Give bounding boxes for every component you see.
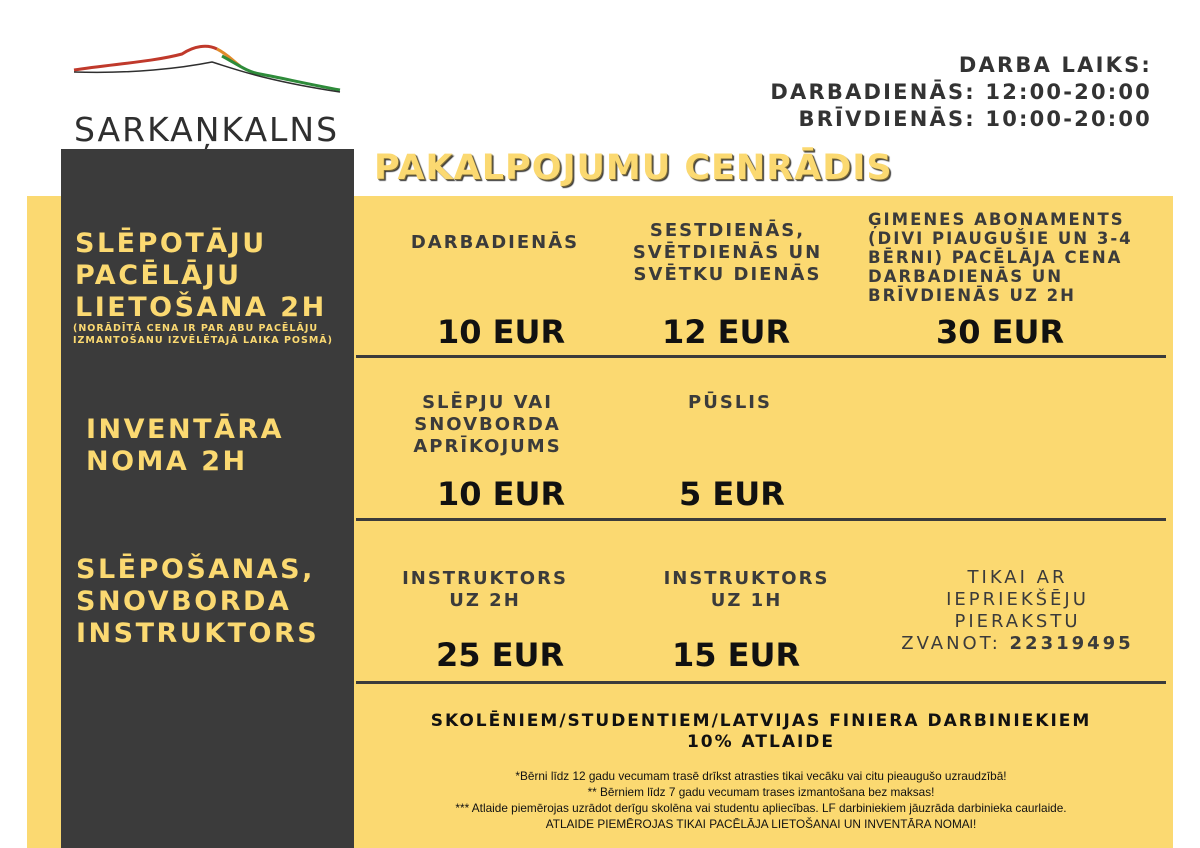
header-line: BĒRNI) PACĒLĀJA CENA [868,248,1123,267]
rental-tube-header: PŪSLIS [688,392,772,413]
instructor-1h-header [644,568,849,612]
rental-equipment-header [380,392,595,458]
instructor-section-label [76,554,319,650]
info-line: TIKAI AR [967,567,1068,588]
lift-section-label [75,228,327,324]
row-divider [356,518,1166,521]
lift-family-price: 30 EUR [936,313,1065,351]
instructor-2h-price: 25 EUR [436,636,565,674]
rental-label-line: NOMA 2H [86,446,248,477]
discount-note [356,711,1166,753]
rental-equipment-price: 10 EUR [437,475,566,513]
lift-weekday-header: DARBADIENĀS [410,232,580,253]
mountain-logo-icon [72,40,342,110]
header-line: INSTRUKTORS [663,568,830,589]
header-line: SLĒPJU VAI [422,392,553,413]
lift-family-header [868,210,1138,305]
rental-tube-price: 5 EUR [679,475,785,513]
phone-line [885,633,1150,655]
footnote: ATLAIDE PIEMĒROJAS TIKAI PACĒLĀJA LIETOŠANAI UN INVENTĀRA NOMAI! [545,817,977,831]
info-line: IEPRIEKŠĒJU [946,589,1089,610]
instructor-label-line: SNOVBORDA [76,586,292,617]
header-line: BRĪVDIENĀS UZ 2H [868,286,1076,305]
brand-name: SARKAŅKALNS [74,110,340,149]
header-line: SESTDIENĀS, [649,220,806,241]
header-line: INSTRUKTORS [402,568,568,589]
lift-weekday-price: 10 EUR [437,313,566,351]
hours-weekdays: DARBADIENĀS: 12:00-20:00 [770,80,1152,104]
info-line: PIERAKSTU [954,611,1081,632]
discount-line: 10% ATLAIDE [686,732,836,752]
hours-heading: DARBA LAIKS: [958,53,1152,77]
header-line: UZ 2H [449,590,521,611]
footnote: *** Atlaide piemērojas uzrādot derīgu skolēna vai studentu apliecības. LF darbiniekiem jāuzrāda darbinieka caurlaide. [455,801,1067,815]
lift-weekend-price: 12 EUR [662,313,791,351]
footnote: *Bērni līdz 12 gadu vecumam trasē drīkst atrasties tikai vecāku vai citu pieaugušo uzraudzībā! [515,769,1007,783]
header-line: DARBADIENĀS UN [868,267,1064,286]
header-line: UZ 1H [710,590,783,611]
rental-section-label [86,414,284,478]
lift-price-note: (NORĀDĪTĀ CENA IR PAR ABU PACĒLĀJU IZMANTOŠANU IZVĒLĒTAJĀ LAIKA POSMĀ) [73,323,333,346]
opening-hours [770,52,1152,133]
instructor-label-line: SLĒPOŠANAS, [76,554,315,585]
header-line: ĢIMENES ABONAMENTS [868,210,1125,229]
instructor-label-line: INSTRUKTORS [76,618,320,649]
header-line: SVĒTKU DIENĀS [633,264,822,285]
phone-number: 22319495 [1009,633,1134,654]
header-line: SVĒTDIENĀS UN [632,242,823,263]
hours-weekends: BRĪVDIENĀS: 10:00-20:00 [798,107,1152,131]
header-line: APRĪKOJUMS [413,436,562,457]
instructor-1h-price: 15 EUR [672,636,801,674]
lift-label-line: PACĒLĀJU [75,260,242,291]
footnotes [356,768,1166,832]
row-divider [356,681,1166,684]
lift-label-line: SLĒPOTĀJU [75,228,267,259]
page-title: PAKALPOJUMU CENRĀDIS [374,148,893,188]
instructor-2h-header [380,568,590,612]
lift-weekend-header [610,220,845,286]
booking-info [885,567,1150,655]
header-line: (DIVI PIAUGUŠIE UN 3-4 [868,229,1133,248]
discount-line: SKOLĒNIEM/STUDENTIEM/LATVIJAS FINIERA DARBINIEKIEM [430,711,1092,731]
row-divider [356,355,1166,358]
rental-label-line: INVENTĀRA [86,414,285,445]
footnote: ** Bērniem līdz 7 gadu vecumam trases izmantošana bez maksas! [587,785,935,799]
header-line: SNOVBORDA [414,414,561,435]
lift-label-line: LIETOŠANA 2H [75,292,327,323]
phone-prefix: ZVANOT: [901,633,1010,654]
